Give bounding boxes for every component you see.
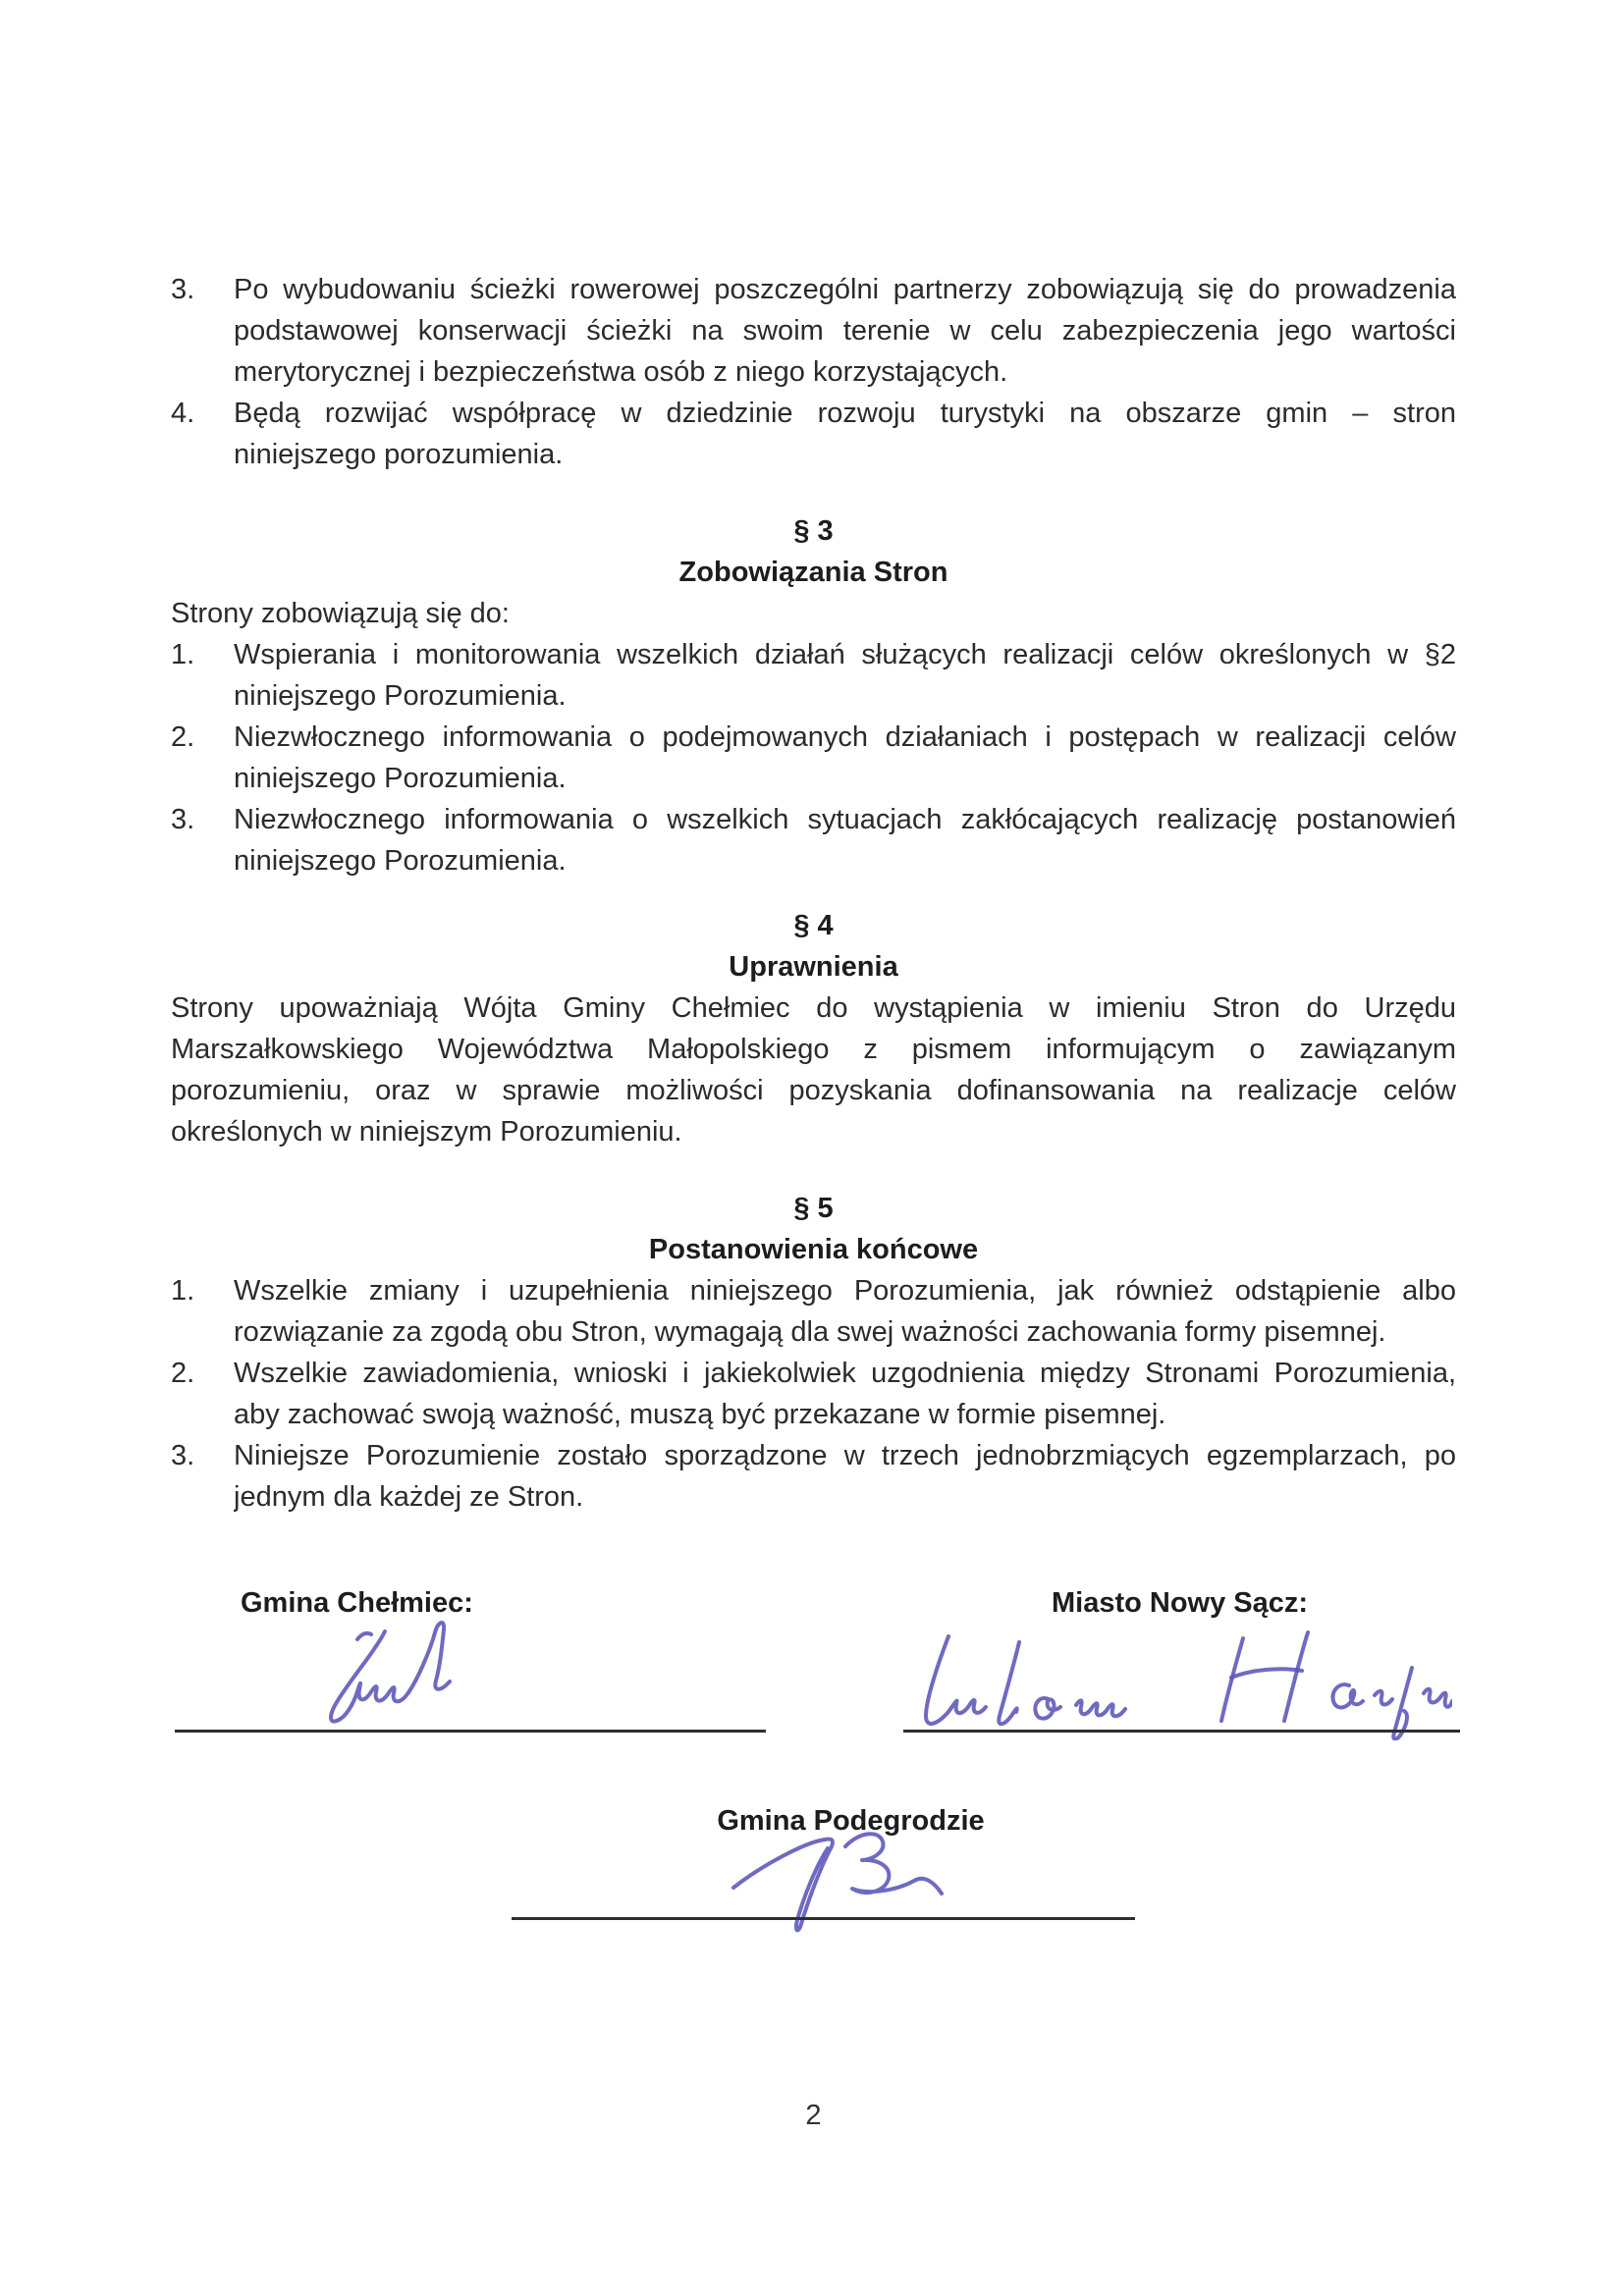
list-item <box>171 717 1456 799</box>
list-item <box>171 1435 1456 1518</box>
list-item <box>171 1353 1456 1435</box>
list-item <box>171 393 1456 475</box>
section-mark: § 5 <box>793 1193 834 1224</box>
text-line: niniejszego Porozumienia. <box>234 763 567 794</box>
text-line: Strony upoważniają Wójta Gminy Chełmiec do wystąpienia w imieniu Stron do Urzędu <box>171 992 1456 1024</box>
signature-line-bottom <box>512 1917 1135 1920</box>
text-line: niniejszego Porozumienia. <box>234 680 567 712</box>
text-line: niniejszego porozumienia. <box>234 439 564 470</box>
text-line: Wszelkie zawiadomienia, wnioski i jakiekolwiek uzgodnienia między Stronami Porozumienia, <box>234 1358 1456 1389</box>
list-item-number: 1. <box>171 639 195 670</box>
signatory-label-right: Miasto Nowy Sącz: <box>1052 1587 1309 1619</box>
text-line: Niniejsze Porozumienie zostało sporządzone w trzech jednobrzmiących egzemplarzach, po <box>234 1440 1456 1471</box>
section-paragraph <box>171 988 1456 1152</box>
text-line: Wspierania i monitorowania wszelkich działań służących realizacji celów określonych w §2 <box>234 639 1456 670</box>
signature-section <box>171 1518 1456 2296</box>
list-item-number: 3. <box>171 274 195 305</box>
text-line: Będą rozwijać współpracę w dziedzinie rozwoju turystyki na obszarze gmin – stron <box>234 398 1456 429</box>
section-mark: § 4 <box>793 910 834 941</box>
section-mark: § 3 <box>793 515 834 547</box>
section-title: Postanowienia końcowe <box>648 1234 979 1265</box>
list-item <box>171 634 1456 717</box>
signature-ink-left <box>318 1616 475 1726</box>
text-line: Niezwłocznego informowania o podejmowanych działaniach i postępach w realizacji celów <box>234 721 1456 753</box>
list-item-number: 4. <box>171 398 195 429</box>
list-item-number: 3. <box>171 804 195 835</box>
text-line: niniejszego Porozumienia. <box>234 845 567 877</box>
signature-ink-right <box>917 1621 1452 1740</box>
text-line: aby zachować swoją ważność, muszą być przekazane w formie pisemnej. <box>234 1399 1166 1430</box>
text-line: rozwiązanie za zgodą obu Stron, wymagają dla swej ważności zachowania formy pisemnej. <box>234 1316 1386 1348</box>
signature-line-left <box>175 1730 766 1733</box>
text-line: podstawowej konserwacji ścieżki na swoim terenie w celu zabezpieczenia jego wartości <box>234 315 1456 347</box>
signatory-label-bottom: Gmina Podegrodzie <box>717 1805 985 1837</box>
list-item-number: 3. <box>171 1440 195 1471</box>
text-line: porozumieniu, oraz w sprawie możliwości pozyskania dofinansowania na realizacje celów <box>171 1075 1456 1106</box>
text-line: Niezwłocznego informowania o wszelkich sytuacjach zakłócających realizację postanowień <box>234 804 1456 835</box>
signature-line-right <box>903 1730 1460 1733</box>
document-body <box>171 269 1456 2296</box>
text-line: Wszelkie zmiany i uzupełnienia niniejszego Porozumienia, jak również odstąpienie albo <box>234 1275 1456 1307</box>
text-line: merytorycznej i bezpieczeństwa osób z niego korzystających. <box>234 356 1008 388</box>
list-item <box>171 1270 1456 1353</box>
list-item-number: 2. <box>171 721 195 753</box>
text-line: określonych w niniejszym Porozumieniu. <box>171 1116 682 1148</box>
section-intro: Strony zobowiązują się do: <box>171 598 510 629</box>
section-title: Zobowiązania Stron <box>678 557 948 588</box>
list-item <box>171 269 1456 393</box>
list-item-number: 1. <box>171 1275 195 1307</box>
text-line: Marszałkowskiego Województwa Małopolskiego z pismem informującym o zawiązanym <box>171 1034 1456 1065</box>
section-title: Uprawnienia <box>729 951 898 983</box>
signatory-label-left: Gmina Chełmiec: <box>241 1587 473 1619</box>
list-item <box>171 799 1456 881</box>
list-item-number: 2. <box>171 1358 195 1389</box>
page-number: 2 <box>805 2100 822 2131</box>
text-line: jednym dla każdej ze Stron. <box>234 1481 584 1513</box>
text-line: Po wybudowaniu ścieżki rowerowej poszczególni partnerzy zobowiązują się do prowadzenia <box>234 274 1456 305</box>
